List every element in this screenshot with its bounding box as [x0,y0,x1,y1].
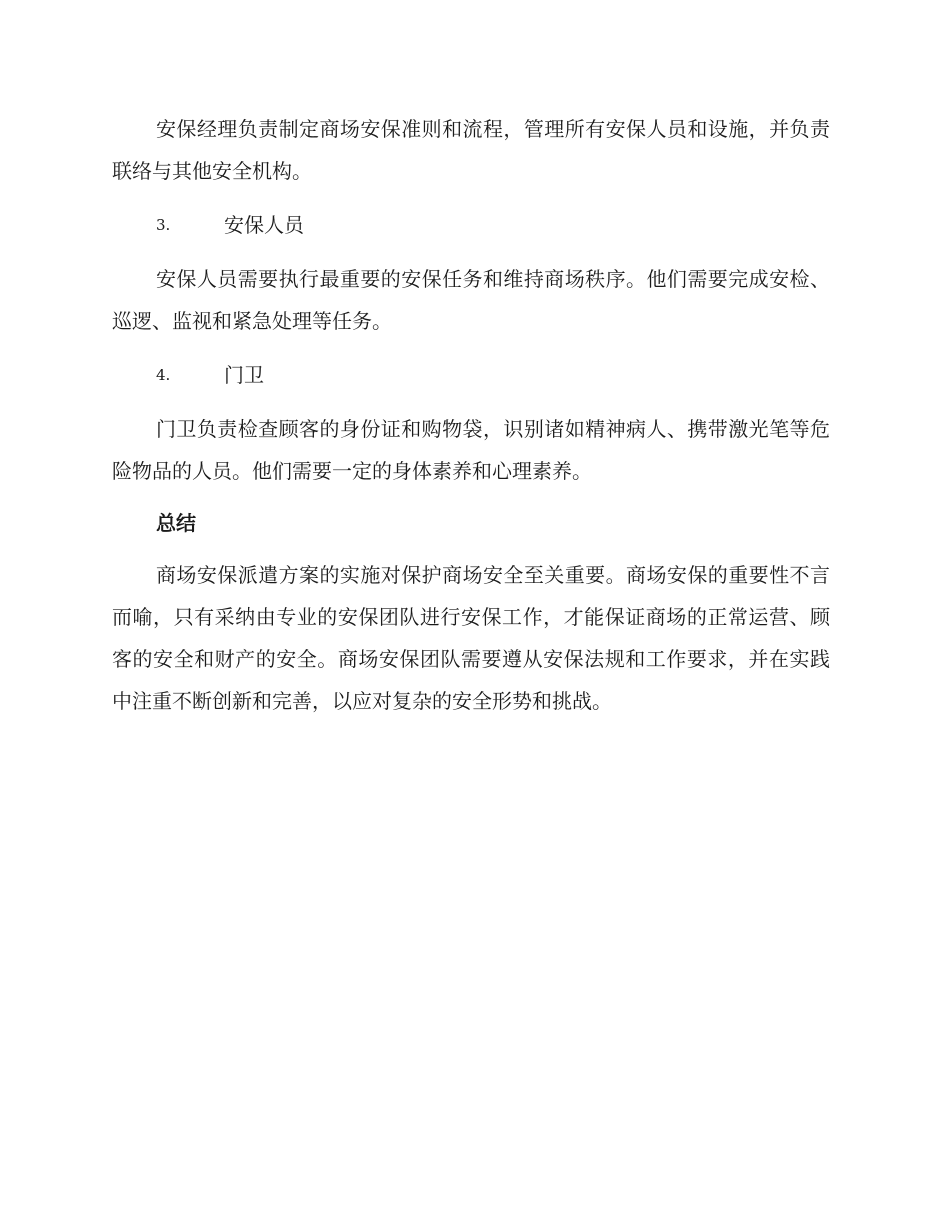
list-item-security-staff [112,204,830,246]
document-page [112,108,830,722]
list-label: 门卫 [224,363,264,387]
section-heading-summary: 总结 [156,511,196,535]
spacer [112,492,830,502]
list-label: 安保人员 [224,213,304,237]
list-number: 4. [156,366,171,384]
list-number: 3. [156,216,171,234]
paragraph-security-staff: 安保人员需要执行最重要的安保任务和维持商场秩序。他们需要完成安检、巡逻、监视和紧急处理等任务。 [112,267,830,333]
spacer [112,342,830,354]
spacer [112,396,830,408]
list-item-guard [112,354,830,396]
spacer [112,246,830,258]
paragraph-summary: 商场安保派遣方案的实施对保护商场安全至关重要。商场安保的重要性不言而喻，只有采纳由专业的安保团队进行安保工作，才能保证商场的正常运营、顾客的安全和财产的安全。商场安保团队需要遵从安保法规和工作要求，并在实践中注重不断创新和完善，以应对复杂的安全形势和挑战。 [112,563,830,713]
spacer [112,544,830,554]
paragraph-security-manager: 安保经理负责制定商场安保准则和流程，管理所有安保人员和设施，并负责联络与其他安全机构。 [112,117,830,183]
spacer [112,192,830,204]
paragraph-guard: 门卫负责检查顾客的身份证和购物袋，识别诸如精神病人、携带激光笔等危险物品的人员。他们需要一定的身体素养和心理素养。 [112,417,830,483]
